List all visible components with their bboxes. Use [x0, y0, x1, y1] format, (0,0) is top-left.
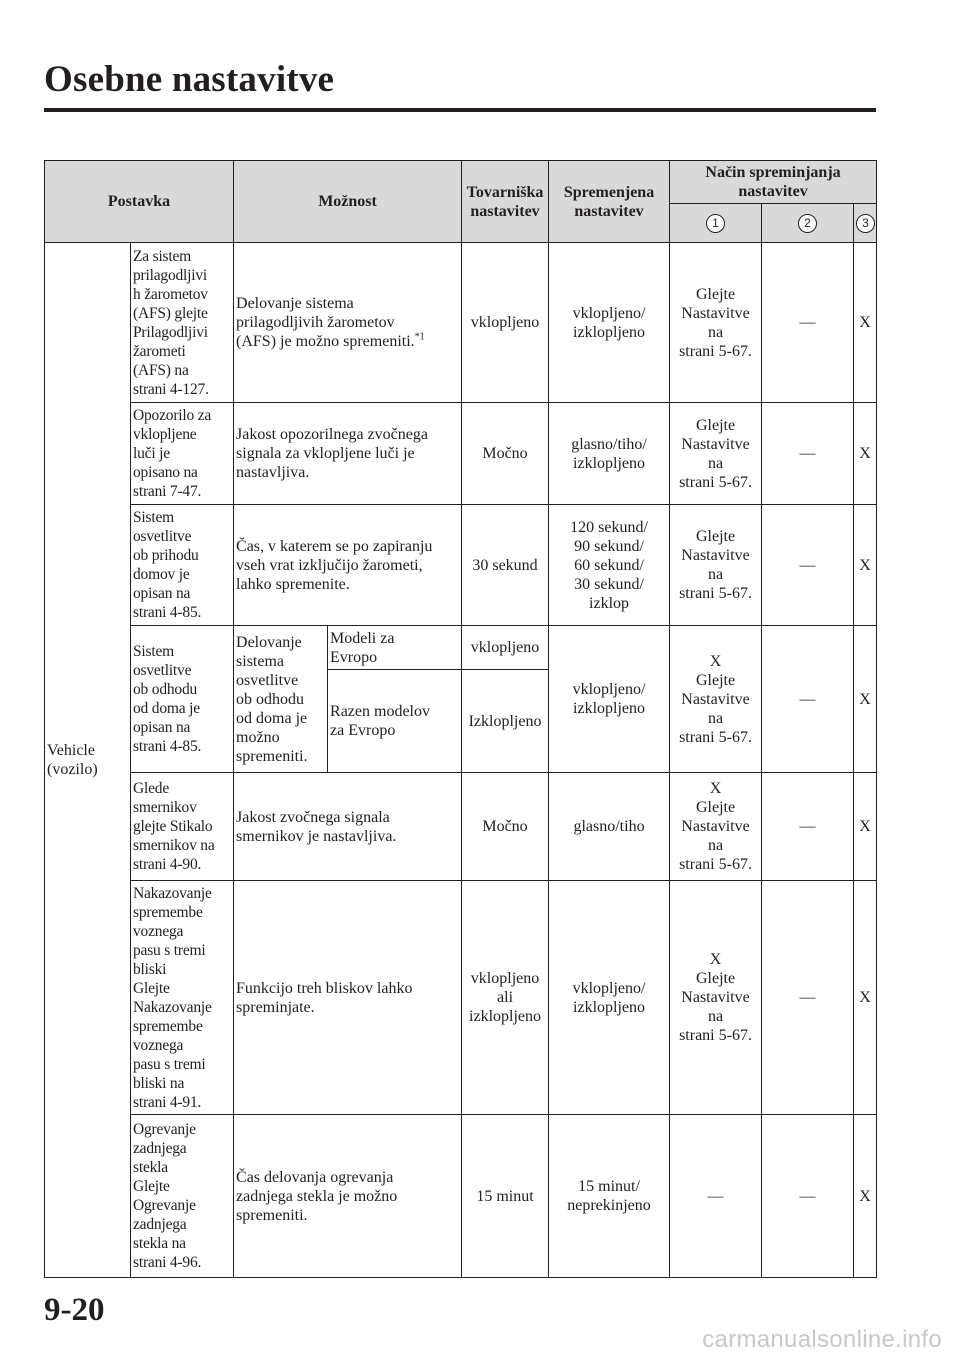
changed-setting: glasno/tiho [549, 773, 670, 881]
method-3: X [854, 626, 877, 773]
method-1: Glejte Nastavitve na strani 5-67. [670, 505, 762, 626]
option-description: Čas, v katerem se po zapiranju vseh vrat izključijo žarometi, lahko spremenite. [234, 505, 462, 626]
factory-setting: vklopljeno [462, 626, 549, 670]
setting-item: Opozorilo za vklopljene luči je opisano na strani 7-47. [131, 403, 234, 505]
table-row [45, 505, 877, 626]
table-row [45, 1115, 877, 1278]
table-row [45, 243, 877, 403]
table-row [45, 773, 877, 881]
changed-setting: 120 sekund/ 90 sekund/ 60 sekund/ 30 sekund/ izklop [549, 505, 670, 626]
method-2: — [762, 505, 854, 626]
watermark: carmanualsonline.info [702, 1326, 942, 1353]
setting-item: Sistem osvetlitve ob prihodu domov je opisan na strani 4-85. [131, 505, 234, 626]
group-label: Vehicle (vozilo) [45, 243, 131, 1278]
setting-item: Ogrevanje zadnjega stekla Glejte Ogrevanje zadnjega stekla na strani 4-96. [131, 1115, 234, 1278]
header-method-col-3 [854, 204, 877, 243]
method-2: — [762, 881, 854, 1115]
option-description: Delovanje sistema osvetlitve ob odhodu od doma je možno spremeniti. [234, 626, 328, 773]
option-description: Funkcijo treh bliskov lahko spreminjate. [234, 881, 462, 1115]
factory-setting: 15 minut [462, 1115, 549, 1278]
circled-number-3-icon: 3 [856, 214, 875, 233]
method-3: X [854, 881, 877, 1115]
changed-setting: vklopljeno/ izklopljeno [549, 626, 670, 773]
footnote-marker: *1 [414, 331, 425, 343]
factory-setting: Močno [462, 403, 549, 505]
factory-setting: 30 sekund [462, 505, 549, 626]
option-description: Delovanje sistema prilagodljivih žarometov (AFS) je možno spremeniti.$^{*1}$ [234, 243, 462, 403]
method-2: — [762, 1115, 854, 1278]
factory-setting: Izklopljeno [462, 670, 549, 773]
option-description: Čas delovanja ogrevanja zadnjega stekla je možno spremeniti. [234, 1115, 462, 1278]
page-number: 9-20 [44, 1292, 105, 1328]
method-1: X Glejte Nastavitve na strani 5-67. [670, 881, 762, 1115]
changed-setting: vklopljeno/ izklopljeno [549, 881, 670, 1115]
method-2: — [762, 403, 854, 505]
option-description: Jakost opozorilnega zvočnega signala za vklopljene luči je nastavljiva. [234, 403, 462, 505]
method-3: X [854, 505, 877, 626]
header-method-col-1 [670, 204, 762, 243]
circled-number-1-icon: 1 [706, 214, 725, 233]
title-rule [44, 108, 876, 112]
page-title: Osebne nastavitve [44, 59, 335, 100]
header-option: Možnost [234, 161, 462, 243]
method-1: X Glejte Nastavitve na strani 5-67. [670, 626, 762, 773]
method-2: — [762, 243, 854, 403]
method-1: — [670, 1115, 762, 1278]
method-3: X [854, 1115, 877, 1278]
table-row [45, 626, 877, 670]
factory-setting: Močno [462, 773, 549, 881]
header-setting: Postavka [45, 161, 234, 243]
changed-setting: 15 minut/ neprekinjeno [549, 1115, 670, 1278]
settings-table [44, 160, 877, 1278]
method-3: X [854, 403, 877, 505]
table-row [45, 403, 877, 505]
method-1: X Glejte Nastavitve na strani 5-67. [670, 773, 762, 881]
factory-setting: vklopljeno ali izklopljeno [462, 881, 549, 1115]
setting-item: Nakazovanje spremembe voznega pasu s tremi bliski Glejte Nakazovanje spremembe voznega pasu s tremi bliski na strani 4-91. [131, 881, 234, 1115]
method-1: Glejte Nastavitve na strani 5-67. [670, 403, 762, 505]
model-variant: Razen modelov za Evropo [328, 670, 462, 773]
method-2: — [762, 626, 854, 773]
method-3: X [854, 773, 877, 881]
model-variant: Modeli za Evropo [328, 626, 462, 670]
changed-setting: vklopljeno/ izklopljeno [549, 243, 670, 403]
option-description: Jakost zvočnega signala smernikov je nastavljiva. [234, 773, 462, 881]
setting-item: Sistem osvetlitve ob odhodu od doma je opisan na strani 4-85. [131, 626, 234, 773]
method-1: Glejte Nastavitve na strani 5-67. [670, 243, 762, 403]
header-method: Način spreminjanja nastavitev [670, 161, 877, 204]
header-changed: Spremenjena nastavitev [549, 161, 670, 243]
factory-setting: vklopljeno [462, 243, 549, 403]
setting-item: Glede smernikov glejte Stikalo smernikov na strani 4-90. [131, 773, 234, 881]
changed-setting: glasno/tiho/ izklopljeno [549, 403, 670, 505]
method-3: X [854, 243, 877, 403]
header-method-col-2 [762, 204, 854, 243]
setting-item: Za sistem prilagodljivi h žarometov (AFS) glejte Prilagodljivi žarometi (AFS) na strani 4-127. [131, 243, 234, 403]
header-factory: Tovarniška nastavitev [462, 161, 549, 243]
table-row [45, 881, 877, 1115]
method-2: — [762, 773, 854, 881]
circled-number-2-icon: 2 [798, 214, 817, 233]
